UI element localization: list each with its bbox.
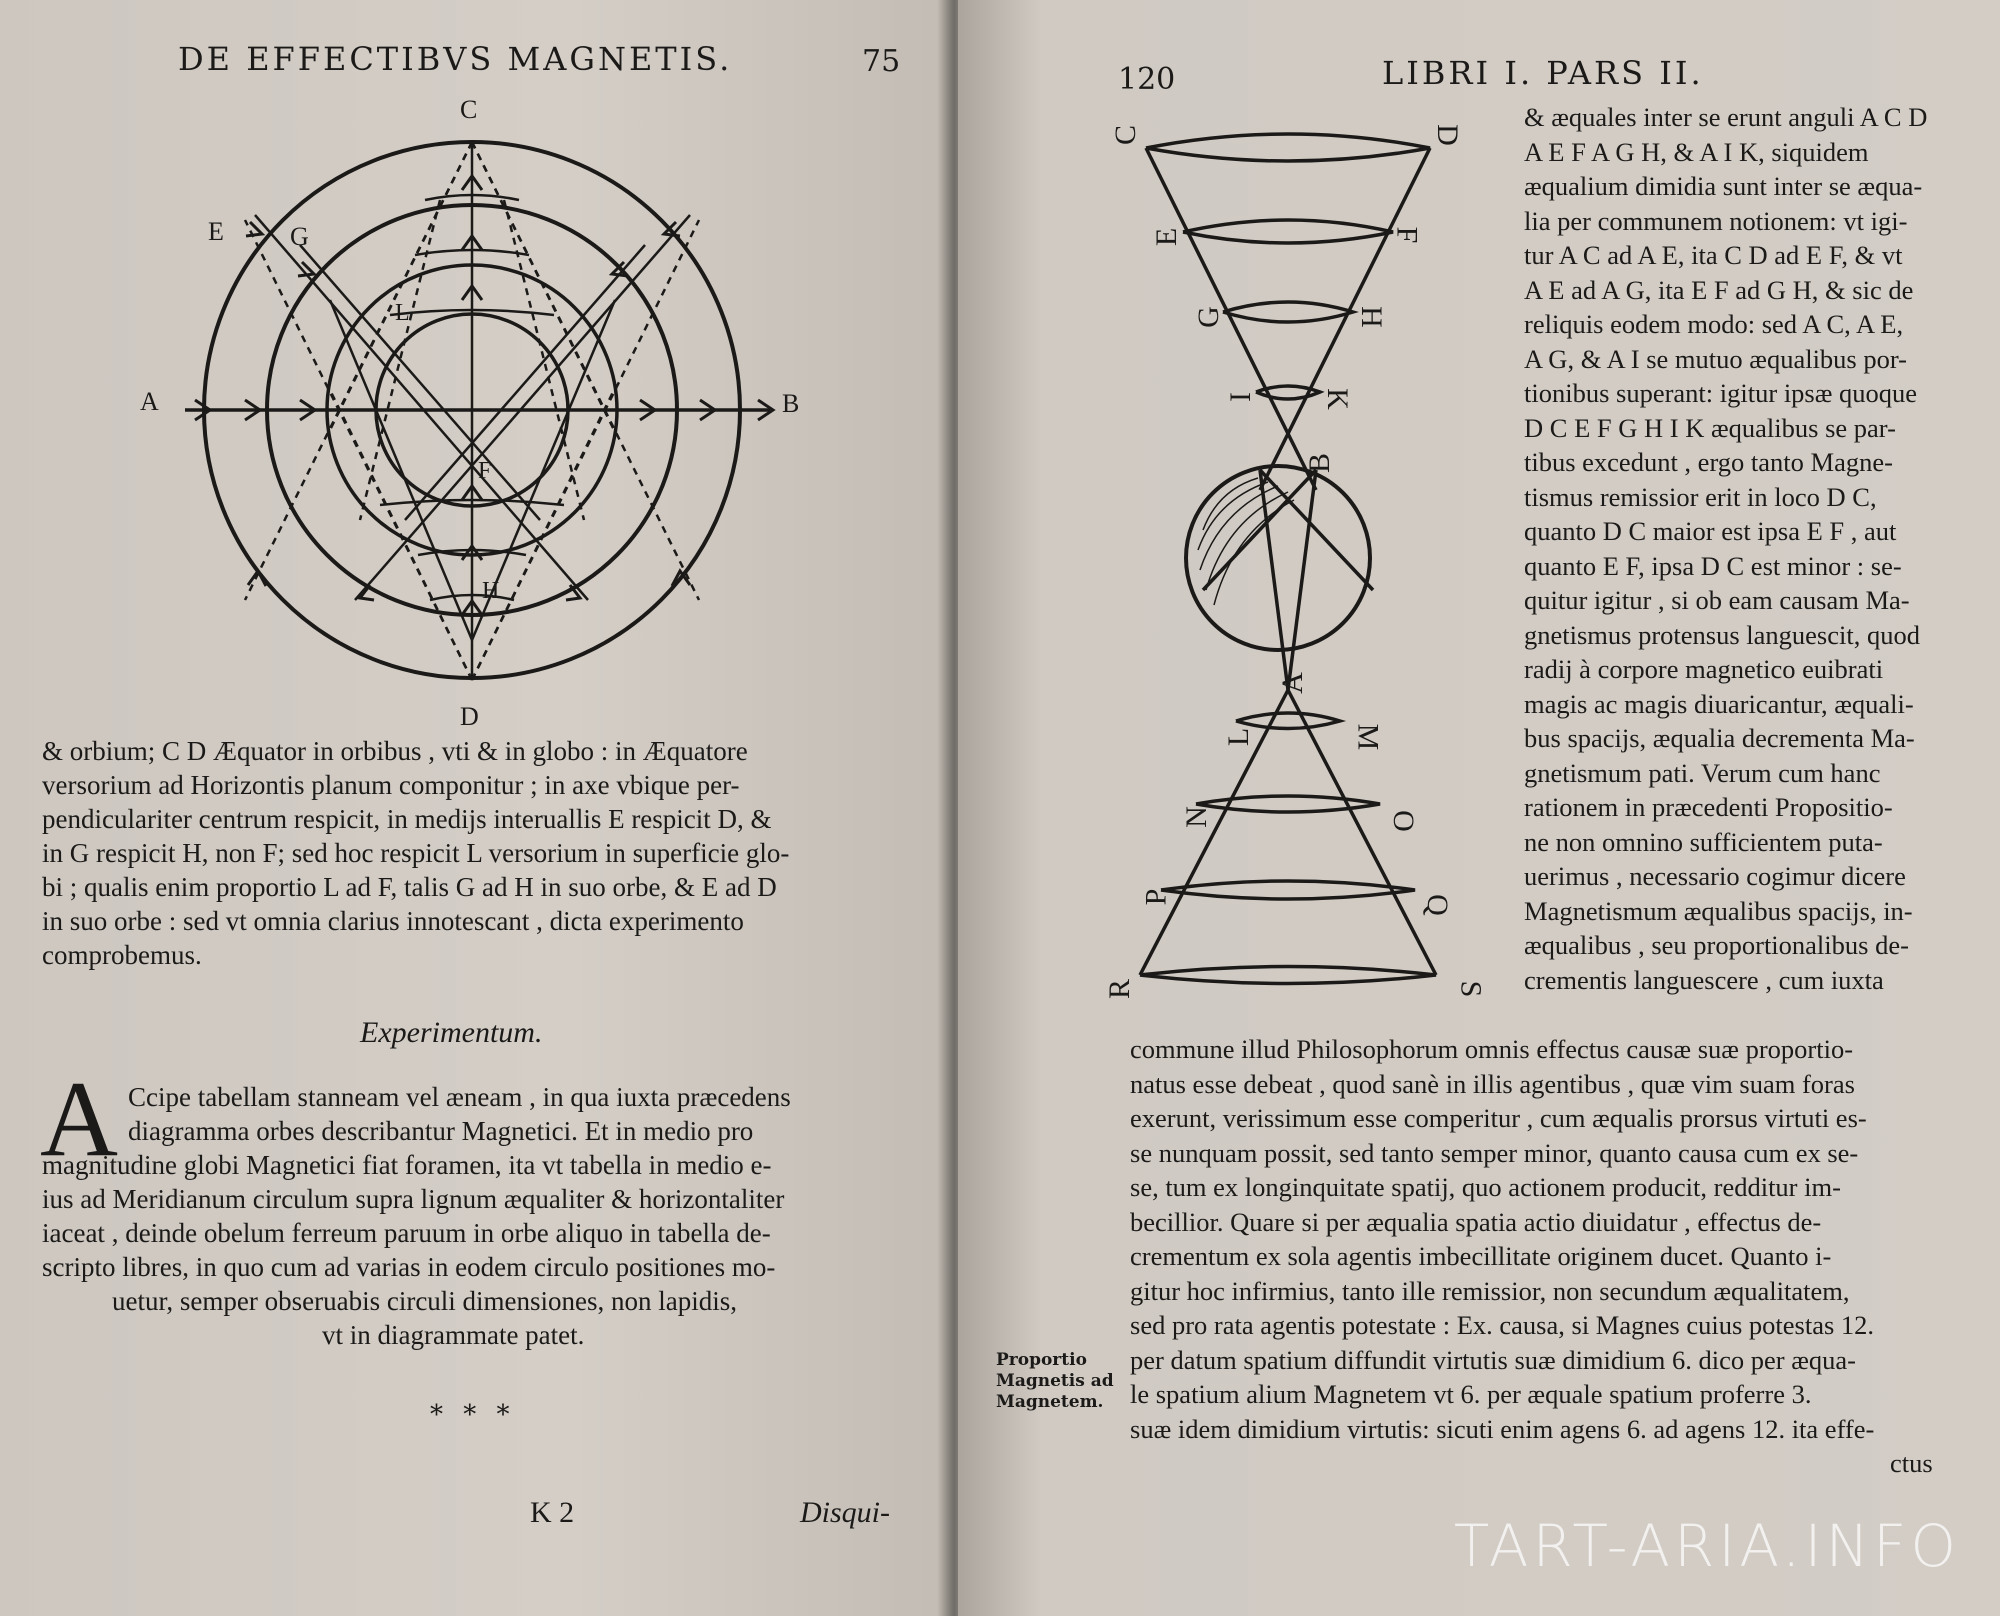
hourglass-label-i: I [1224,392,1257,402]
text-line: bus spacijs, æqualia decrementa Ma- [1524,723,1915,753]
text-line: se, tum ex longinquitate spatij, quo actionem producit, redditur im- [1130,1172,1841,1202]
text-line: crementum ex sola agentis imbecillitate originem ducet. Quanto i- [1130,1241,1832,1271]
hourglass-label-s: S [1454,980,1488,998]
text-line: tur A C ad A E, ita C D ad E F, & vt [1524,240,1903,270]
hourglass-label-p: P [1139,888,1173,906]
text-line: æqualium dimidia sunt inter se æqua- [1524,171,1923,201]
text-line: quanto E F, ipsa D C est minor : se- [1524,550,1902,581]
text-line: reliquis eodem modo: sed A C, A E, [1524,309,1904,339]
text-line: vt in diagrammate patet. [322,1320,585,1350]
text-line: per datum spatium diffundit virtutis suæ dimidium 6. dico per æqua- [1130,1344,1856,1375]
diagram-label-c: C [460,95,478,124]
text-line: crementis languescere , cum iuxta [1524,964,1884,995]
text-line: quanto D C maior est ipsa E F , aut [1524,516,1897,546]
diagram-label-a: A [140,387,159,416]
hourglass-label-q: Q [1420,894,1454,916]
diagram-label-f: F [478,458,492,484]
text-line: æqualibus , seu proportionalibus de- [1524,930,1909,960]
hourglass-label-r: R [1103,978,1137,1000]
left-page-number: 75 [862,44,901,79]
text-line: ius ad Meridianum circulum supra lignum æqualiter & horizontaliter [42,1184,785,1214]
hourglass-label-n: N [1179,806,1213,828]
margin-note [996,1350,1114,1413]
hourglass-label-c: C [1109,124,1143,146]
text-line: le spatium alium Magnetem vt 6. per æquale spatium proferre 3. [1130,1379,1812,1409]
text-line: commune illud Philosophorum omnis effectus causæ suæ proportio- [1130,1034,1854,1064]
left-page [0,0,950,1616]
hourglass-label-o: O [1386,810,1420,832]
diagram-label-l: L [395,300,410,326]
text-line: uerimus , necessario cogimur dicere [1524,861,1906,891]
text-line: radij à corpore magnetico euibrati [1524,654,1884,684]
hourglass-label-b: B [1303,452,1337,474]
text-line: magnitudine globi Magnetici fiat foramen, ita vt tabella in medio e- [42,1150,772,1180]
text-line: pendiculariter centrum respicit, in medijs interuallis E respicit D, & [42,804,772,834]
signature-mark: K 2 [530,1496,575,1529]
text-line: tismus remissior erit in loco D C, [1524,481,1877,512]
section-heading: Experimentum. [360,1016,543,1049]
ornament: * * * [430,1400,516,1430]
diagram-label-g: G [290,222,309,251]
text-line: versorium ad Horizontis planum componitur ; in axe vbique per- [42,770,740,800]
diagram-label-h: H [482,578,500,604]
text-line: A G, & A I se mutuo æqualibus por- [1524,343,1907,374]
text-line: Ccipe tabellam stanneam vel æneam , in qua iuxta præcedens [128,1082,791,1112]
hourglass-label-m: M [1351,723,1385,751]
left-paragraph [42,734,789,972]
hourglass-label-g: G [1191,306,1225,328]
hourglass-label-d: D [1430,124,1464,146]
text-line: A E ad A G, ita E F ad G H, & sic de [1524,274,1914,305]
text-line: gnetismus protensus languescit, quod [1524,619,1920,650]
text-line: in G respicit H, non F; sed hoc respicit L versorium in superficie glo- [42,838,790,868]
text-line: ctus [1890,1448,1933,1478]
right-full-text [1130,1032,1933,1481]
diagram-label-d: D [460,702,479,731]
hourglass-diagram [1128,100,1548,1060]
text-line: quitur igitur , si ob eam causam Ma- [1524,585,1910,615]
experiment-paragraph [42,1148,784,1352]
margin-note-line: Magnetis ad [996,1371,1114,1391]
text-line: & æquales inter se erunt anguli A C D [1524,102,1928,132]
text-line: iaceat , deinde obelum ferreum paruum in orbe aliquo in tabella de- [42,1218,771,1248]
text-line: lia per communem notionem: vt igi- [1524,205,1908,236]
text-line: se nunquam possit, sed tanto semper minor, quanto causa cum ex se- [1130,1137,1859,1168]
hourglass-label-k: K [1320,388,1354,410]
text-line: becillior. Quare si per æqualia spatia actio diuidatur , effectus de- [1130,1206,1822,1237]
margin-note-line: Proportio [996,1350,1087,1370]
text-line: Magnetismum æqualibus spacijs, in- [1524,895,1913,926]
text-line: ne non omnino sufficientem puta- [1524,826,1883,857]
drop-cap: A [40,1060,118,1179]
text-line: A E F A G H, & A I K, siquidem [1524,136,1869,167]
text-line: gitur hoc infirmius, tanto ille remissior, non secundum æqualitatem, [1130,1275,1850,1306]
right-page-number: 120 [1118,62,1176,97]
right-column-text [1524,100,1927,997]
magnetic-orbs-diagram [0,0,950,740]
text-line: gnetismum pati. Verum cum hanc [1524,757,1881,788]
right-page [958,0,2000,1616]
hourglass-label-a: A [1275,672,1309,694]
text-line: bi ; qualis enim proportio L ad F, talis G ad H in suo orbe, & E ad D [42,872,777,902]
watermark: TART-ARIA.INFO [1453,1512,1960,1580]
text-line: uetur, semper obseruabis circuli dimensiones, non lapidis, [112,1286,738,1316]
text-line: & orbium; C D Æquator in orbibus , vti & in globo : in Æquatore [42,736,748,766]
text-line: tionibus superant: igitur ipsæ quoque [1524,378,1918,408]
margin-note-line: Magnetem. [996,1392,1104,1412]
text-line: natus esse debeat , quod sanè in illis agentibus , quæ vim suam foras [1130,1068,1855,1099]
diagram-label-e: E [208,217,224,246]
text-line: tibus excedunt , ergo tanto Magne- [1524,447,1893,477]
hourglass-label-h: H [1354,306,1388,328]
experiment-paragraph-top [128,1080,791,1148]
text-line: scripto libres, in quo cum ad varias in eodem circulo positiones mo- [42,1252,776,1282]
text-line: in suo orbe : sed vt omnia clarius innotescant , dicta experimento [42,906,744,936]
text-line: D C E F G H I K æqualibus se par- [1524,412,1896,443]
globe-hatching [1198,478,1294,605]
hourglass-label-e: E [1150,227,1184,247]
text-line: comprobemus. [42,940,202,970]
diagram-label-b: B [782,389,800,418]
hourglass-label-l: L [1222,727,1256,747]
catchword: Disqui- [800,1496,890,1529]
text-line: rationem in præcedenti Propositio- [1524,792,1893,822]
text-line: exerunt, verissimum esse comperitur , cum æqualis prorsus virtuti es- [1130,1103,1867,1133]
hourglass-label-f: F [1390,226,1424,244]
right-running-head: LIBRI I. PARS II. [1382,54,1704,92]
text-line: diagramma orbes describantur Magnetici. Et in medio pro [128,1116,754,1146]
text-line: suæ idem dimidium virtutis: sicuti enim agens 6. ad agens 12. ita effe- [1130,1413,1875,1444]
left-running-head: DE EFFECTIBVS MAGNETIS. [178,40,733,78]
text-line: magis ac magis diuaricantur, æquali- [1524,688,1914,719]
text-line: sed pro rata agentis potestate : Ex. causa, si Magnes cuius potestas 12. [1130,1310,1875,1340]
